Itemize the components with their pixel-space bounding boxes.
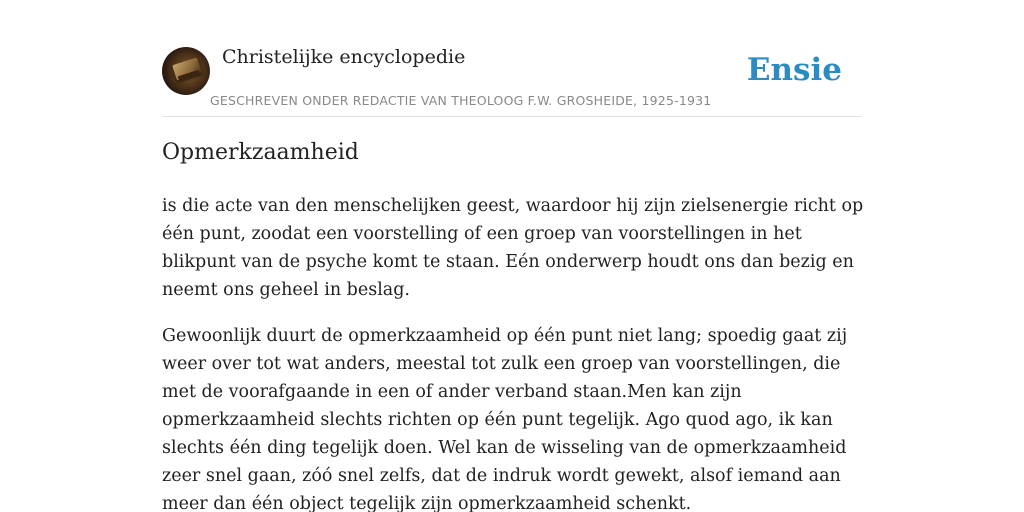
source-subtitle: GESCHREVEN ONDER REDACTIE VAN THEOLOOG F.W. GROSHEIDE, 1925-1931 <box>210 93 712 108</box>
brand-logo[interactable]: Ensie <box>746 52 842 88</box>
article-title: Opmerkzaamheid <box>162 140 359 165</box>
book-icon[interactable] <box>162 47 210 95</box>
article-paragraph: is die acte van den menschelijken geest, waardoor hij zijn zielsenergie richt op één punt, zoodat een voorstelling of een groep van voorstellingen in het blikpunt van de psyche komt te staan. Eén onderwerp houdt ons dan bezig en neemt ons geheel in beslag. <box>162 196 864 300</box>
article-paragraph: Gewoonlijk duurt de opmerkzaamheid op één punt niet lang; spoedig gaat zij weer over tot wat anders, meestal tot zulk een groep van voorstellingen, die met de voorafgaande in een of ander verband staan.Men kan zijn opmerkzaamheid slechts richten op één punt tegelijk. Ago quod ago, ik kan slechts één ding tegelijk doen. Wel kan de wisseling van de opmerkzaamheid zeer snel gaan, zóó snel zelfs, dat de indruk wordt gewekt, alsof iemand aan meer dan één object tegelijk zijn opmerkzaamheid schenkt. <box>162 326 848 512</box>
source-header <box>162 46 862 117</box>
source-title[interactable]: Christelijke encyclopedie <box>222 46 466 68</box>
article-body <box>162 192 864 512</box>
